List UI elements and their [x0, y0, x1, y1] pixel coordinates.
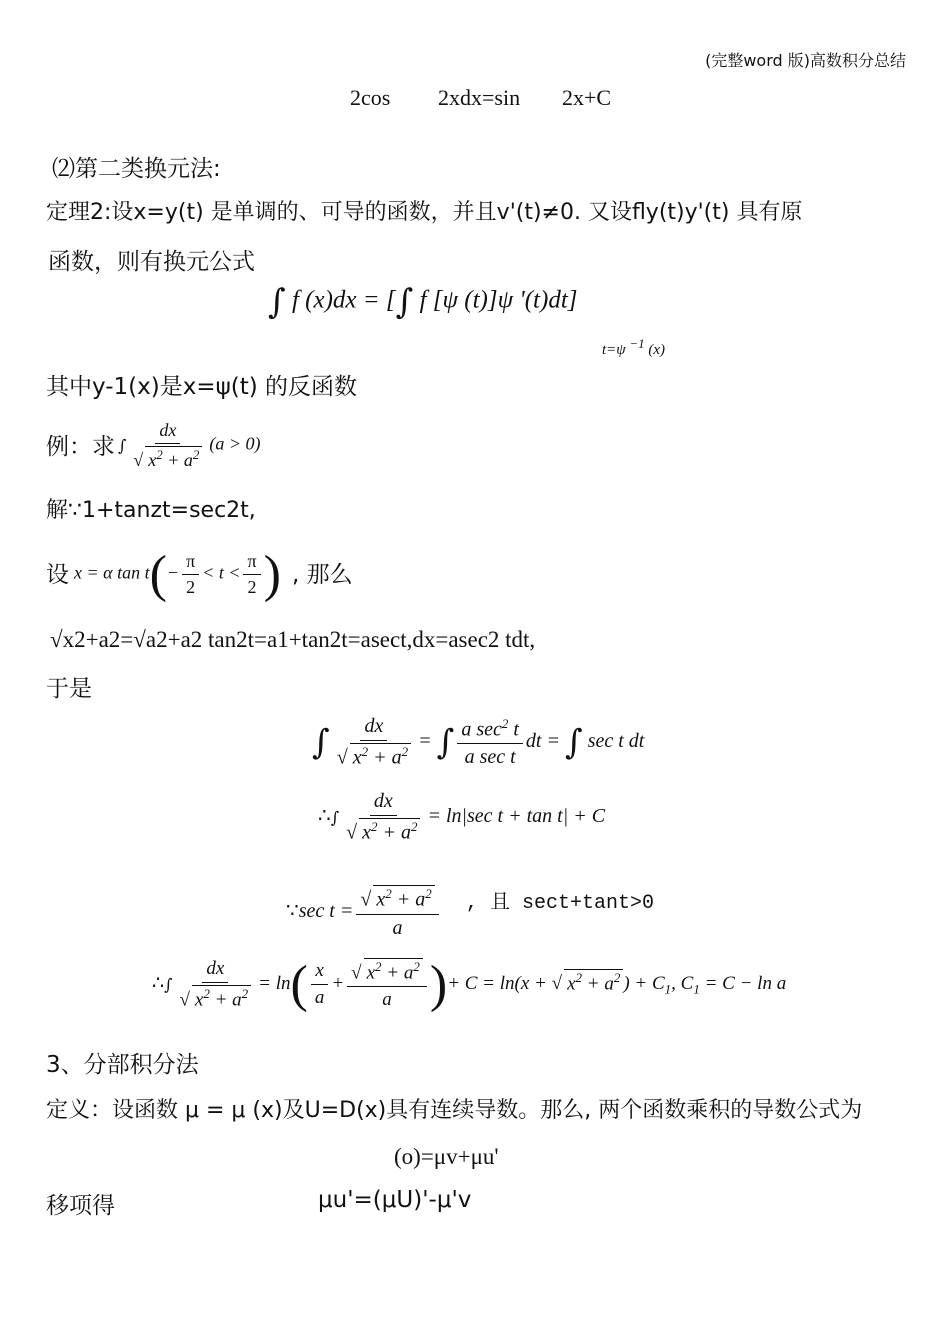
rearrange-label: 移项得	[46, 1193, 115, 1219]
rearrange-formula: μu'=(μU)'-μ'v	[318, 1187, 472, 1213]
product-rule: (o)=μv+μu'	[394, 1144, 499, 1169]
substitution-prefix: 设	[46, 562, 69, 588]
substitution-suffix: , 那么	[292, 562, 353, 588]
solution-line: 解∵1+tanzt=sec2t,	[46, 498, 256, 523]
sec-identity: ∵sec t = $\frac{√ x^2 + a^2}{a}$	[286, 885, 442, 940]
derivation-result: ∴∫ $\frac{dx}{√ x^2 + a^2}$ = ln( $\frac{x}{a}$ + $\frac{√ x^2 + a^2}{a}$ )+ C = ln(x + √ $x^2 + a^2$ ) + $C_1$, $C_1 = C - \ln a$	[152, 956, 787, 1013]
inverse-function-note: 其中y-1(x)是x=ψ(t) 的反函数	[46, 374, 358, 400]
substitution-formula: ∫ f (x)dx = [∫ f [ψ (t)]ψ '(t)dt]	[268, 282, 578, 322]
derivation-step2: ∴∫ $\frac{dx}{√ x^2 + a^2}$ = ln|sec t + tan t| + C	[318, 790, 606, 844]
sqrt-substitution-line: √x2+a2=√a2+a2 tan2t=a1+tan2t=asect,dx=asec2 tdt,	[50, 627, 536, 652]
example-label: 例：求	[46, 434, 115, 460]
prev-formula-a: 2cos	[350, 85, 391, 110]
derivation-step1: ∫ $\frac{dx}{√ x^2 + a^2}$ = ∫ $\frac{a \sec^2 t}{\text{a sec t}}$ dt = ∫ sec t dt	[312, 715, 645, 769]
substitution-formula-subscript: t=ψ $^{-1}$ (x)	[602, 336, 666, 358]
section3-heading: 3、分部积分法	[46, 1052, 199, 1078]
substitution-expression: x = α tan t(− $\frac{\pi}{2}$ < t < $\frac{\pi}{2}$ )	[74, 546, 281, 603]
prev-formula-c: 2x+C	[562, 85, 612, 110]
section2-heading: ⑵第二类换元法:	[52, 156, 221, 182]
theorem2-line2: 函数，则有换元公式	[48, 249, 255, 275]
sec-note: , 且 sect+tant>0	[466, 892, 655, 915]
example-integral: ∫ $\frac{dx}{√ x^2 + a^2}$ (a > 0)	[118, 420, 261, 470]
prev-formula-b: 2xdx=sin	[438, 85, 521, 110]
theorem2-line1: 定理2:设x=y(t) 是单调的、可导的函数，并且v'(t)≠0. 又设fly(t)y'(t) 具有原	[46, 200, 803, 225]
section3-definition: 定义：设函数 μ = μ (x)及U=D(x)具有连续导数。那么, 两个函数乘积的导数公式为	[46, 1098, 863, 1123]
page-header: (完整word 版)高数积分总结	[705, 51, 906, 70]
example-condition: (a > 0)	[209, 433, 261, 454]
thus-label: 于是	[46, 676, 92, 702]
